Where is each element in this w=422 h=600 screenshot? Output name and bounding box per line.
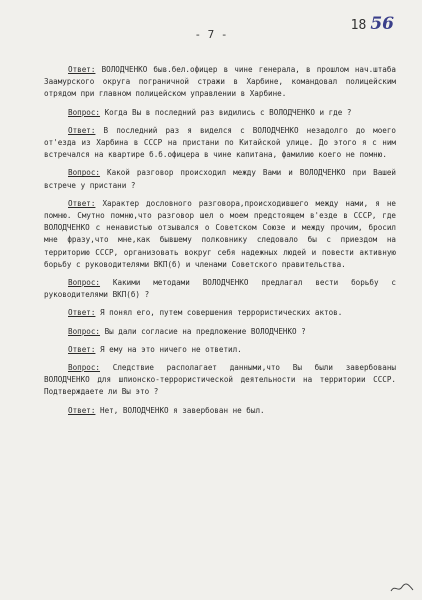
- paragraph: [44, 344, 396, 356]
- paragraph: [44, 125, 396, 162]
- speaker-label: Вопрос:: [68, 278, 101, 288]
- paragraph-text: Характер дословного разговора,происходившего между нами, я не помню. Смутно помню,что разговор шел о моем предстоящем в'езде в СССР, где ВОЛОДЧЕНКО с ненавистью отзывался о Советском Союзе и между прочим, бросил мне фразу,что мне,как бывшему полковнику следовало бы с приездом на территорию СССР, организовать вокруг себя надежных людей и повести активную борьбу с руководителями ВКП(б) и членами Советского правительства.: [44, 198, 396, 269]
- paragraph-text: Вы дали согласие на предложение ВОЛОДЧЕНКО ?: [100, 326, 306, 336]
- folio-typed: 18: [350, 18, 367, 33]
- paragraph-text: Какой разговор происходил между Вами и ВОЛОДЧЕНКО при Вашей встрече у пристани ?: [44, 168, 396, 190]
- paragraph-text: Когда Вы в последний раз видились с ВОЛОДЧЕНКО и где ?: [100, 107, 352, 117]
- paragraph: [44, 362, 396, 399]
- paragraph: [44, 405, 396, 417]
- speaker-label: Ответ:: [68, 405, 96, 415]
- paragraph: [44, 198, 396, 271]
- speaker-label: Вопрос:: [68, 107, 101, 117]
- paragraph: [44, 326, 396, 338]
- paragraph-text: Следствие располагает данными,что Вы были завербованы ВОЛОДЧЕНКО для шпионско-террористической деятельности на территории СССР. Подтверждаете ли Вы это ?: [44, 363, 396, 397]
- paragraph: [44, 307, 396, 319]
- speaker-label: Ответ:: [68, 65, 96, 74]
- folio-handwritten: 56: [370, 14, 394, 34]
- paragraph-text: Нет, ВОЛОДЧЕНКО я завербован не был.: [95, 405, 265, 415]
- paragraph-text: Какими методами ВОЛОДЧЕНКО предлагал вести борьбу с руководителями ВКП(б) ?: [44, 278, 396, 300]
- paragraph: [44, 167, 396, 191]
- paragraph: [44, 64, 396, 101]
- speaker-label: Ответ:: [68, 308, 96, 318]
- speaker-label: Вопрос:: [68, 168, 101, 178]
- page-number: - 7 -: [194, 28, 228, 41]
- paragraph-text: ВОЛОДЧЕНКО быв.бел.офицер в чине генерала, в прошлом нач.штаба Заамурского округа пограничной стражи в Харбине, командовал полицейским отрядом при главном полицейском управлении в Харбине.: [44, 65, 396, 99]
- speaker-label: Вопрос:: [68, 363, 101, 373]
- paragraph: [44, 107, 396, 119]
- paragraph-text: Я понял его, путем совершения террористических актов.: [95, 308, 343, 318]
- speaker-label: Ответ:: [68, 198, 96, 208]
- paragraph-text: Я ему на это ничего не ответил.: [95, 344, 242, 354]
- paragraph: [44, 277, 396, 301]
- handwritten-mark-icon: [390, 582, 414, 594]
- speaker-label: Вопрос:: [68, 326, 101, 336]
- paragraph-text: В последний раз я виделся с ВОЛОДЧЕНКО незадолго до моего от'езда из Харбина в СССР на пристани по Китайской улице. До этого я с ним встречался на квартире б.б.офицера в чине капитана, фамилию коего не помню.: [44, 125, 396, 160]
- speaker-label: Ответ:: [68, 125, 96, 135]
- speaker-label: Ответ:: [68, 344, 96, 354]
- interrogation-text: [44, 64, 396, 423]
